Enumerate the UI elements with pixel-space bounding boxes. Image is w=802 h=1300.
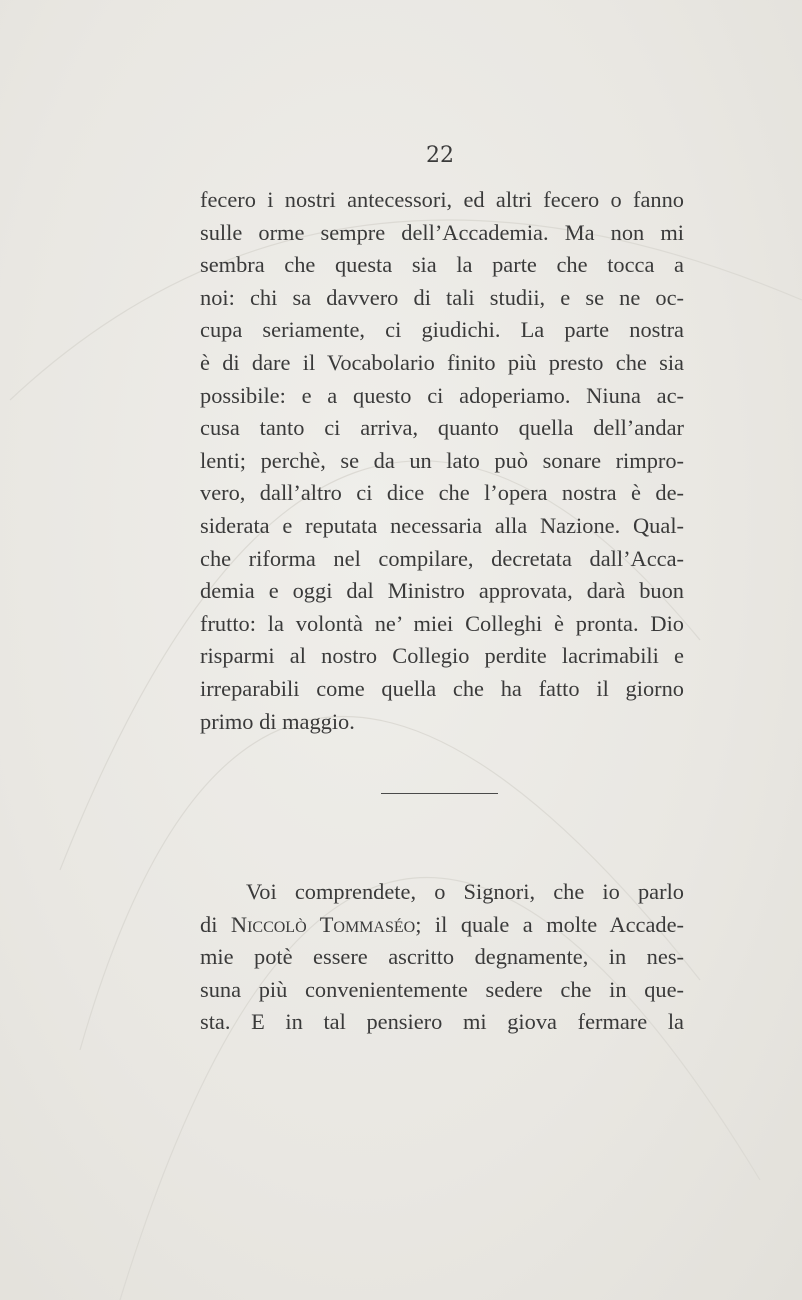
text-line: cupa seriamente, ci giudichi. La parte nostra	[200, 317, 684, 343]
section-divider	[381, 793, 498, 794]
text-line: cusa tanto ci arriva, quanto quella dell’andar	[200, 415, 684, 441]
text-line: fecero i nostri antecessori, ed altri fecero o fanno	[200, 187, 684, 212]
text-line: demia e oggi dal Ministro approvata, darà buon	[200, 578, 684, 604]
text-line: suna più convenientemente sedere che in que-	[200, 976, 684, 1002]
text-line: siderata e reputata necessaria alla Nazione. Qual-	[200, 512, 684, 538]
text-line: possibile: e a questo ci adoperiamo. Niuna ac-	[200, 382, 684, 408]
person-name: Niccolò Tommaséo	[230, 911, 416, 937]
text-fragment: di	[200, 911, 231, 937]
page-number: 22	[426, 143, 454, 168]
text-line: sta. E in tal pensiero mi giova fermare la	[200, 1009, 684, 1035]
text-line: mie potè essere ascritto degnamente, in nes-	[200, 944, 684, 970]
text-line: Voi comprendete, o Signori, che io parlo	[246, 879, 684, 904]
text-line: frutto: la volontà ne’ miei Colleghi è pronta. Dio	[200, 610, 684, 636]
text-line	[200, 909, 684, 942]
paragraph-1	[200, 184, 684, 738]
text-line: è di dare il Vocabolario finito più presto che sia	[200, 349, 684, 375]
text-line: noi: chi sa davvero di tali studii, e se ne oc-	[200, 284, 684, 310]
text-line: irreparabili come quella che ha fatto il giorno	[200, 675, 684, 701]
paragraph-2	[200, 876, 684, 1039]
text-line: primo di maggio.	[200, 708, 355, 734]
text-line: sembra che questa sia la parte che tocca a	[200, 252, 684, 278]
text-line: vero, dall’altro ci dice che l’opera nostra è de-	[200, 480, 684, 506]
text-line: che riforma nel compilare, decretata dall’Acca-	[200, 545, 684, 571]
text-line: sulle orme sempre dell’Accademia. Ma non mi	[200, 219, 684, 245]
text-fragment: ; il quale a molte Accade-	[415, 911, 685, 937]
text-line: risparmi al nostro Collegio perdite lacrimabili e	[200, 643, 684, 669]
text-line: lenti; perchè, se da un lato può sonare rimpro-	[200, 447, 684, 473]
